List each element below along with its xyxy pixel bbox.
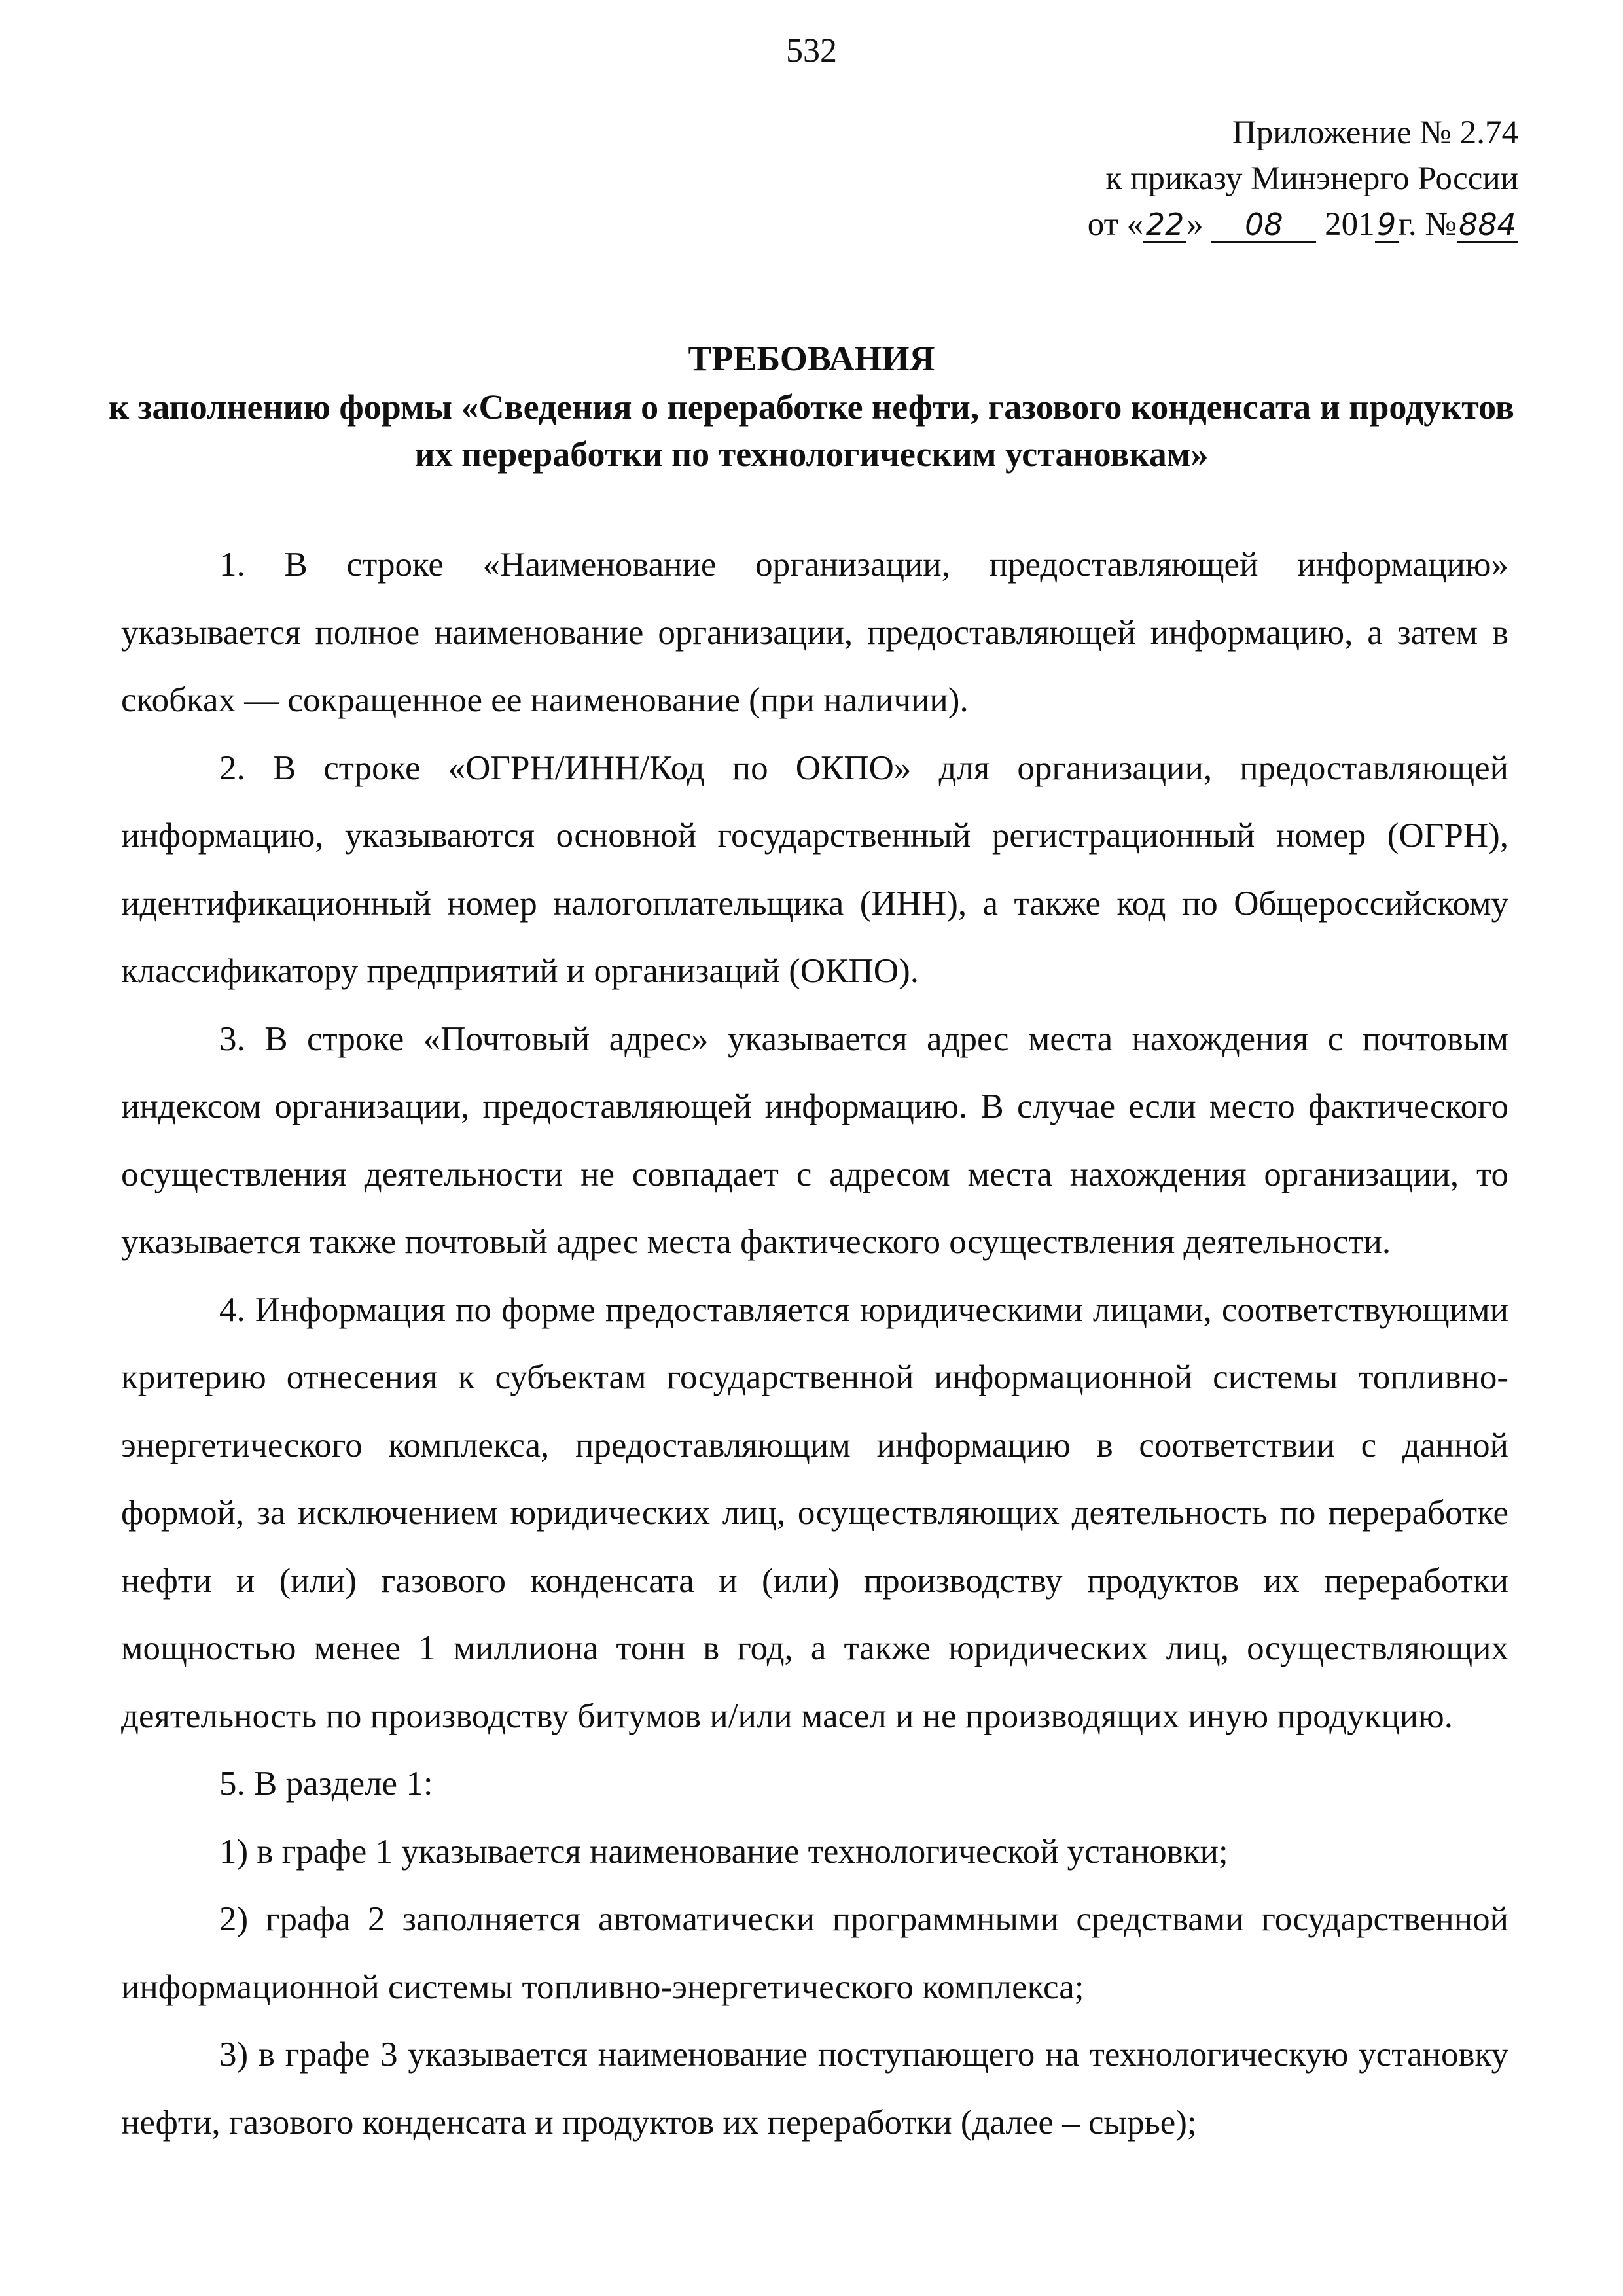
document-title: ТРЕБОВАНИЯ	[688, 339, 935, 378]
handwritten-year-digit: 9	[1375, 207, 1399, 243]
paragraph-2: 2. В строке «ОГРН/ИНН/Код по ОКПО» для организации, предоставляющей информацию, указываются основной государственный регистрационный номер (ОГРН), идентификационный номер налогоплательщика (ИНН), а также код по Общероссийскому классификатору предприятий и организаций (ОКПО).	[121, 749, 1508, 990]
paragraph-4: 4. Информация по форме предоставляется юридическими лицами, соответствующими критерию отнесения к субъектам государственной информационной системы топливно-энергетического комплекса, предоставляющим информацию в соответствии с данной формой, за исключением юридических лиц, осуществляющих деятельность по переработке нефти и (или) газового конденсата и (или) производству продуктов их переработки мощностью менее 1 миллиона тонн в год, а также юридических лиц, осуществляющих деятельность по производству битумов и/или масел и не производящих иную продукцию.	[121, 1290, 1508, 1735]
date-separator: »	[1186, 206, 1204, 243]
appendix-number: Приложение № 2.74	[1232, 115, 1518, 151]
page-number: 532	[786, 32, 837, 69]
handwritten-day: 22	[1143, 207, 1186, 243]
order-reference: к приказу Минэнерго России	[1105, 160, 1518, 197]
appendix-header	[942, 110, 1518, 247]
order-date-line	[942, 202, 1518, 247]
document-title-block	[98, 335, 1525, 478]
paragraph-5-item-1: 1) в графе 1 указывается наименование технологической установки;	[219, 1832, 1228, 1871]
document-body	[121, 531, 1508, 2157]
date-prefix: от «	[1087, 206, 1144, 243]
document-subtitle: к заполнению формы «Сведения о переработке нефти, газового конденсата и продуктов их переработки по технологическим установкам»	[109, 387, 1514, 474]
handwritten-month: 08	[1211, 207, 1316, 243]
paragraph-5-item-2: 2) графа 2 заполняется автоматически программными средствами государственной информационной системы топливно-энергетического комплекса;	[121, 1900, 1508, 2006]
paragraph-5-item-3: 3) в графе 3 указывается наименование поступающего на технологическую установку нефти, газового конденсата и продуктов их переработки (далее – сырье);	[121, 2036, 1508, 2142]
paragraph-5: 5. В разделе 1:	[219, 1765, 433, 1803]
year-prefix: 201	[1325, 206, 1375, 243]
paragraph-1: 1. В строке «Наименование организации, предоставляющей информацию» указывается полное наименование организации, предоставляющей информацию, а затем в скобках — сокращенное ее наименование (при наличии).	[121, 546, 1508, 719]
paragraph-3: 3. В строке «Почтовый адрес» указывается адрес места нахождения с почтовым индексом организации, предоставляющей информацию. В случае если место фактического осуществления деятельности не совпадает с адресом места нахождения организации, то указывается также почтовый адрес места фактического осуществления деятельности.	[121, 1019, 1508, 1261]
handwritten-order-number: 884	[1457, 207, 1518, 243]
year-suffix: г. №	[1398, 206, 1457, 243]
